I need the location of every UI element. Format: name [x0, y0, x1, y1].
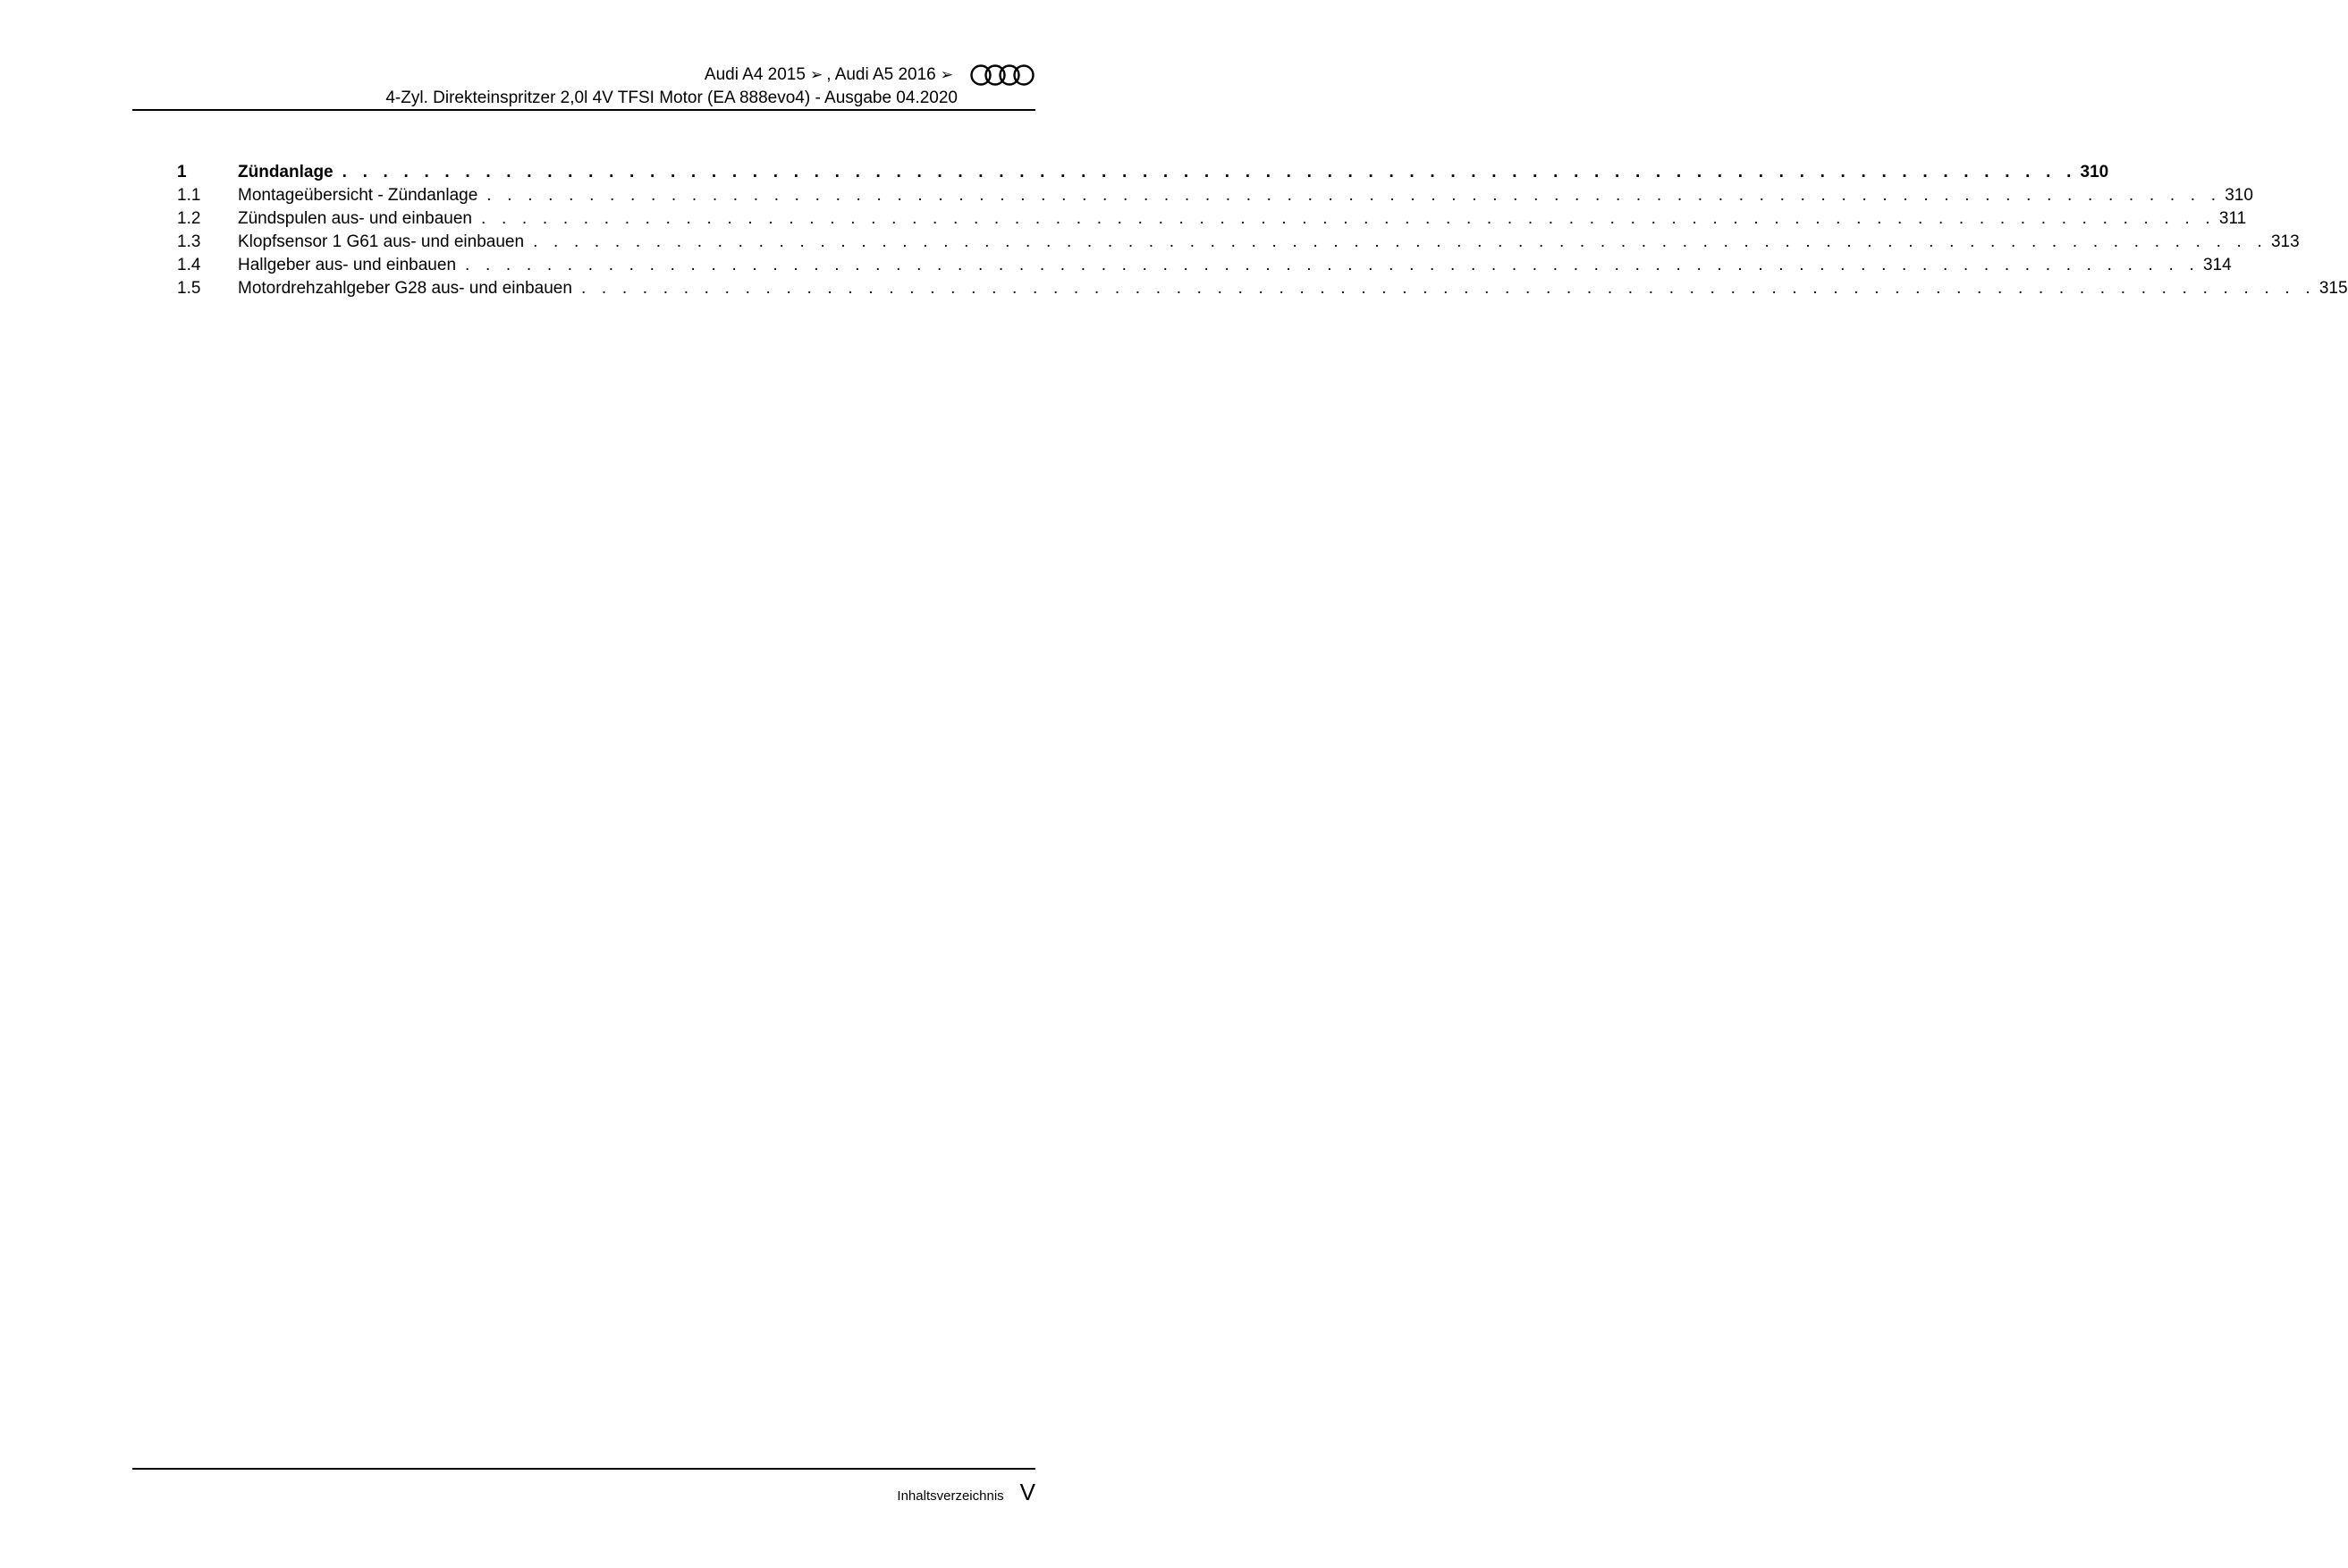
header-divider: [132, 109, 1035, 111]
toc-entry-number: 1.1: [177, 186, 201, 205]
toc-entry-title: Zündspulen aus- und einbauen: [238, 209, 472, 228]
header-model-a4: Audi A4 2015: [704, 65, 806, 84]
toc-entry-title: Hallgeber aus- und einbauen: [238, 256, 457, 274]
toc-entry-section[interactable]: [177, 231, 2300, 254]
toc-entry-title: Zündanlage: [238, 163, 334, 181]
footer-section-label: Inhaltsverzeichnis: [897, 1488, 1004, 1504]
arrow-right-icon: ➢: [809, 66, 823, 83]
table-of-contents: [177, 161, 2348, 300]
toc-entry-number: 1: [177, 163, 187, 181]
toc-entry-chapter[interactable]: [177, 161, 2109, 184]
audi-rings-icon: [969, 63, 1035, 87]
arrow-right-icon: ➢: [940, 66, 953, 83]
page-footer: [897, 1479, 1035, 1506]
toc-entry-page: 315: [2318, 279, 2348, 298]
header-models: [705, 63, 1035, 88]
header-model-a5: , Audi A5 2016: [826, 65, 936, 84]
toc-entry-number: 1.2: [177, 209, 201, 228]
footer-page-number: V: [1019, 1479, 1035, 1505]
toc-entry-page: 310: [2080, 163, 2109, 181]
toc-entry-number: 1.4: [177, 256, 201, 274]
header-subtitle: 4-Zyl. Direkteinspritzer 2,0l 4V TFSI Motor (EA 888evo4) - Ausgabe 04.2020: [385, 89, 958, 107]
toc-entry-page: 313: [2270, 232, 2300, 251]
toc-leader-dots: . . . . . . . . . . . . . . . . . . . . . . . . . . . . . . . . . . . . . . . . . . . . . . . . . . . . . . . . . . . . . . . . . . . . . . . . . . . . . . . . . . . . .: [342, 163, 2077, 181]
toc-entry-title: Motordrehzahlgeber G28 aus- und einbauen: [238, 279, 572, 298]
toc-entry-section[interactable]: [177, 207, 2247, 231]
toc-entry-number: 1.5: [177, 279, 201, 298]
toc-entry-page: 310: [2225, 186, 2253, 205]
toc-leader-dots: . . . . . . . . . . . . . . . . . . . . . . . . . . . . . . . . . . . . . . . . . . . . . . . . . . . . . . . . . . . . . . . . . . . . . . . . . . . . . . . . . . . . .: [486, 186, 2222, 205]
toc-leader-dots: . . . . . . . . . . . . . . . . . . . . . . . . . . . . . . . . . . . . . . . . . . . . . . . . . . . . . . . . . . . . . . . . . . . . . . . . . . . . . . . . . . . . .: [465, 256, 2200, 274]
toc-entry-section[interactable]: [177, 254, 2232, 277]
toc-entry-page: 314: [2202, 256, 2232, 274]
footer-divider: [132, 1468, 1035, 1470]
toc-leader-dots: . . . . . . . . . . . . . . . . . . . . . . . . . . . . . . . . . . . . . . . . . . . . . . . . . . . . . . . . . . . . . . . . . . . . . . . . . . . . . . . . . . . . .: [480, 209, 2216, 228]
toc-entry-section[interactable]: [177, 184, 2253, 207]
toc-entry-number: 1.3: [177, 232, 201, 251]
toc-leader-dots: . . . . . . . . . . . . . . . . . . . . . . . . . . . . . . . . . . . . . . . . . . . . . . . . . . . . . . . . . . . . . . . . . . . . . . . . . . . . . . . . . . . . .: [580, 279, 2316, 298]
toc-entry-page: 311: [2218, 209, 2247, 228]
toc-entry-title: Klopfsensor 1 G61 aus- und einbauen: [238, 232, 525, 251]
toc-entry-section[interactable]: [177, 277, 2348, 300]
toc-entry-title: Montageübersicht - Zündanlage: [238, 186, 478, 205]
toc-leader-dots: . . . . . . . . . . . . . . . . . . . . . . . . . . . . . . . . . . . . . . . . . . . . . . . . . . . . . . . . . . . . . . . . . . . . . . . . . . . . . . . . . . . . .: [533, 232, 2268, 251]
